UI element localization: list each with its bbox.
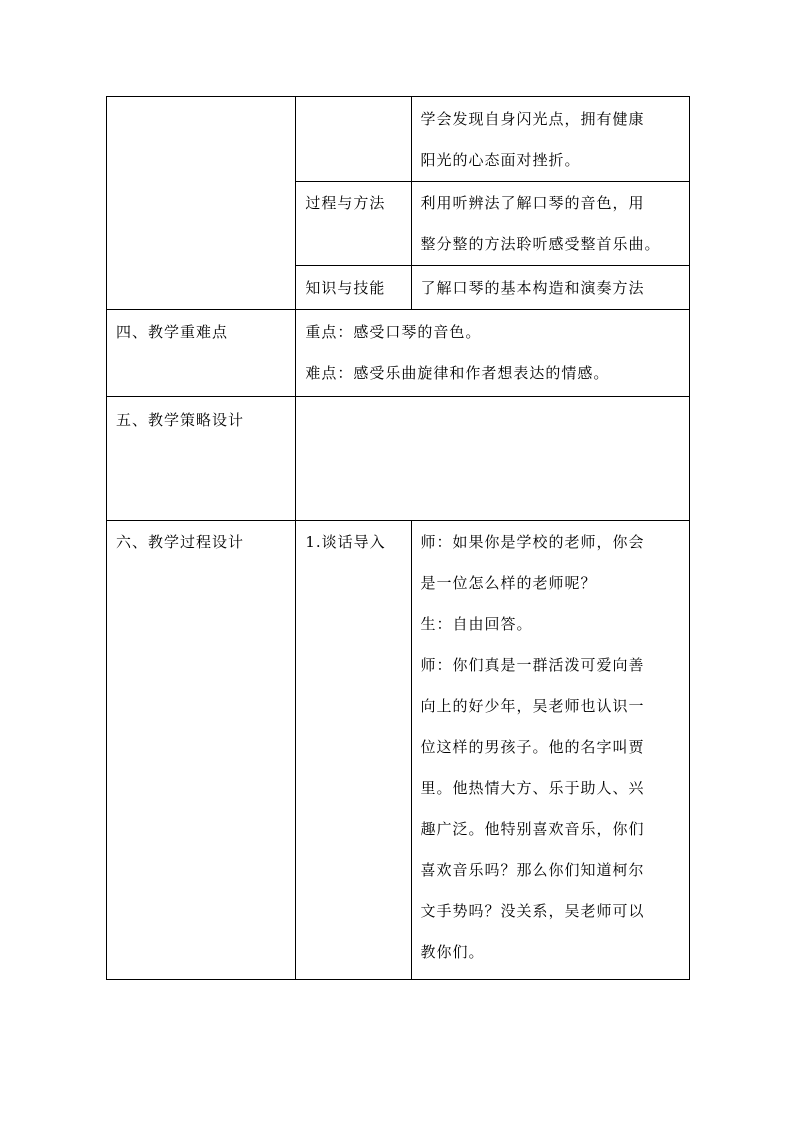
strategy-content-cell [296, 397, 690, 521]
process-step-label: 1.谈话导入 [305, 533, 386, 551]
objective-emotion-row [107, 97, 690, 182]
process-row [107, 521, 690, 980]
process-content-cell [411, 521, 690, 980]
process-line: 是一位怎么样的老师呢？ [420, 574, 597, 592]
objective-emotion-text-cell [411, 97, 690, 182]
process-line: 里。他热情大方、乐于助人、兴 [420, 779, 645, 797]
process-line: 生：自由回答。 [420, 615, 533, 633]
objective-process-line: 利用听辨法了解口琴的音色，用 [420, 194, 645, 212]
process-line: 位这样的男孩子。他的名字叫贾 [420, 738, 645, 756]
process-line: 向上的好少年，吴老师也认识一 [420, 697, 645, 715]
process-line: 文手势吗？没关系，吴老师可以 [420, 902, 645, 920]
process-line: 师：你们真是一群活泼可爱向善 [420, 656, 645, 674]
objective-process-line: 整分整的方法聆听感受整首乐曲。 [420, 235, 661, 253]
key-points-content-cell [296, 310, 690, 397]
key-point-line: 重点：感受口琴的音色。 [305, 323, 482, 341]
objective-process-text-cell [411, 182, 690, 266]
strategy-label: 五、教学策略设计 [116, 411, 245, 429]
objective-emotion-line: 学会发现自身闪光点，拥有健康 [420, 110, 645, 128]
objective-skill-text-cell [411, 266, 690, 310]
objective-emotion-label-cell [296, 97, 411, 182]
process-line: 教你们。 [420, 943, 485, 961]
process-step-cell [296, 521, 411, 980]
objective-process-label: 过程与方法 [305, 194, 386, 212]
objective-skill-label-cell [296, 266, 411, 310]
process-label-cell [107, 521, 296, 980]
objective-skill-line: 了解口琴的基本构造和演奏方法 [420, 279, 645, 297]
lesson-plan-page [106, 96, 690, 980]
process-line: 趣广泛。他特别喜欢音乐，你们 [420, 820, 645, 838]
process-line: 喜欢音乐吗？那么你们知道柯尔 [420, 861, 645, 879]
lesson-plan-table [106, 96, 690, 980]
objective-emotion-line: 阳光的心态面对挫折。 [420, 151, 581, 169]
objective-process-label-cell [296, 182, 411, 266]
objectives-section-cell [107, 97, 296, 310]
key-points-row [107, 310, 690, 397]
strategy-row [107, 397, 690, 521]
objective-skill-label: 知识与技能 [305, 279, 386, 297]
process-line: 师：如果你是学校的老师，你会 [420, 533, 645, 551]
difficult-point-line: 难点：感受乐曲旋律和作者想表达的情感。 [305, 364, 610, 382]
process-label: 六、教学过程设计 [116, 533, 245, 551]
key-points-label-cell [107, 310, 296, 397]
key-points-label: 四、教学重难点 [116, 323, 229, 341]
strategy-label-cell [107, 397, 296, 521]
